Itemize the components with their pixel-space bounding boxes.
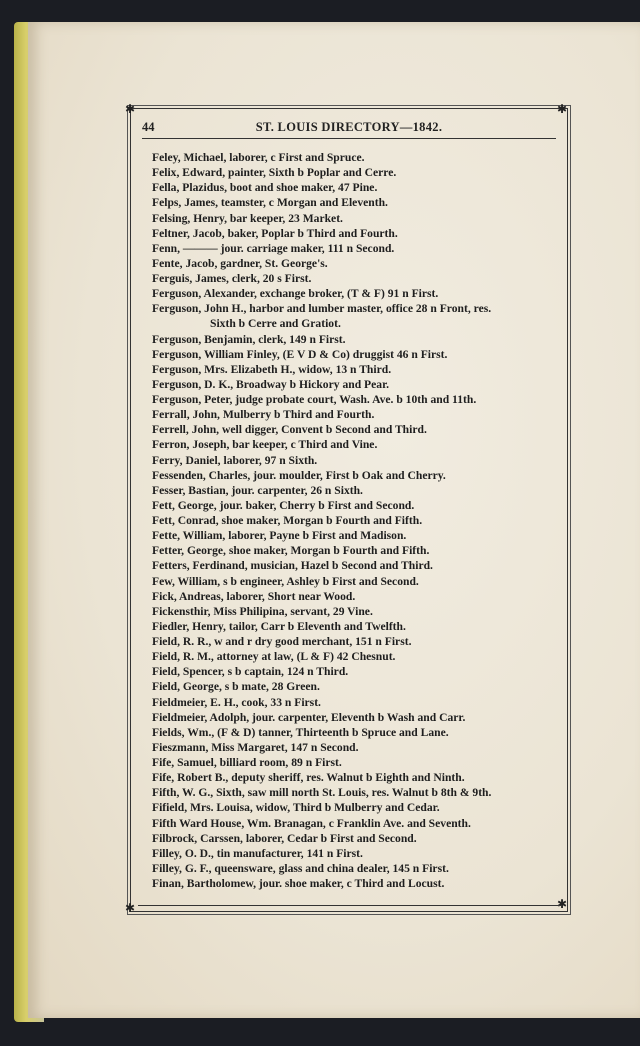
page-title: ST. LOUIS DIRECTORY—1842.	[255, 120, 443, 134]
running-header	[142, 118, 556, 139]
directory-entry: Fife, Samuel, billiard room, 89 n First.	[152, 756, 342, 769]
page-number: 44	[142, 120, 155, 134]
directory-entry: Fickensthir, Miss Philipina, servant, 29 Vine.	[152, 604, 373, 618]
corner-ornament-icon: ✱	[557, 102, 568, 116]
directory-entry: Ferguson, D. K., Broadway b Hickory and Pear.	[152, 377, 390, 391]
directory-entry: Ferguson, John H., harbor and lumber master, office 28 n Front, res.	[152, 302, 492, 316]
directory-entry: Felix, Edward, painter, Sixth b Poplar and Cerre.	[152, 166, 397, 180]
directory-entry: Filley, O. D., tin manufacturer, 141 n First.	[152, 846, 363, 860]
directory-entry: Ferguis, James, clerk, 20 s First.	[152, 272, 312, 285]
directory-entry: Ferguson, Benjamin, clerk, 149 n First.	[152, 332, 346, 346]
directory-entry: Filbrock, Carssen, laborer, Cedar b First and Second.	[152, 831, 417, 845]
directory-entry: Filley, G. F., queensware, glass and china dealer, 145 n First.	[152, 861, 449, 875]
directory-entry: Field, R. M., attorney at law, (L & F) 42 Chesnut.	[152, 650, 396, 664]
directory-entry: Fields, Wm., (F & D) tanner, Thirteenth b Spruce and Lane.	[152, 725, 449, 739]
directory-entry: Felps, James, teamster, c Morgan and Eleventh.	[152, 196, 388, 210]
corner-ornament-icon: ✱	[125, 102, 136, 116]
directory-entry: Ferguson, Peter, judge probate court, Wash. Ave. b 10th and 11th.	[152, 393, 477, 406]
directory-entry: Feley, Michael, laborer, c First and Spruce.	[152, 151, 365, 164]
directory-entry: Fette, William, laborer, Payne b First and Madison.	[152, 529, 407, 543]
directory-entry: Fieszmann, Miss Margaret, 147 n Second.	[152, 740, 359, 754]
directory-entry: Fett, Conrad, shoe maker, Morgan b Fourth and Fifth.	[152, 514, 423, 527]
directory-entry: Fiedler, Henry, tailor, Carr b Eleventh and Twelfth.	[152, 619, 406, 633]
corner-ornament-icon: ✱	[125, 901, 136, 915]
directory-entry: Sixth b Cerre and Gratiot.	[210, 317, 341, 331]
directory-entry: Ferrall, John, Mulberry b Third and Fourth.	[152, 408, 375, 422]
directory-entry: Fieldmeier, E. H., cook, 33 n First.	[152, 695, 321, 709]
directory-entry: Fett, George, jour. baker, Cherry b First and Second.	[152, 498, 415, 512]
directory-entry: Ferron, Joseph, bar keeper, c Third and Vine.	[152, 438, 378, 452]
directory-entries	[152, 150, 562, 891]
directory-entry: Fieldmeier, Adolph, jour. carpenter, Eleventh b Wash and Carr.	[152, 710, 466, 724]
directory-entry: Fesser, Bastian, jour. carpenter, 26 n Sixth.	[152, 483, 363, 497]
directory-entry: Feltner, Jacob, baker, Poplar b Third and Fourth.	[152, 226, 398, 240]
directory-entry: Fifth, W. G., Sixth, saw mill north St. Louis, res. Walnut b 8th & 9th.	[152, 786, 492, 800]
directory-entry: Field, George, s b mate, 28 Green.	[152, 680, 320, 694]
directory-entry: Ferry, Daniel, laborer, 97 n Sixth.	[152, 453, 318, 467]
directory-entry: Field, Spencer, s b captain, 124 n Third.	[152, 665, 349, 679]
directory-entry: Fick, Andreas, laborer, Short near Wood.	[152, 589, 356, 603]
directory-entry: Ferguson, Mrs. Elizabeth H., widow, 13 n Third.	[152, 362, 392, 376]
directory-entry: Field, R. R., w and r dry good merchant, 151 n First.	[152, 635, 412, 648]
directory-entry: Fifield, Mrs. Louisa, widow, Third b Mulberry and Cedar.	[152, 801, 440, 815]
directory-entry: Ferguson, William Finley, (E V D & Co) druggist 46 n First.	[152, 347, 448, 361]
directory-entry: Fetter, George, shoe maker, Morgan b Fourth and Fifth.	[152, 544, 430, 558]
directory-entry: Finan, Bartholomew, jour. shoe maker, c Third and Locust.	[152, 877, 445, 890]
directory-entry: Fella, Plazidus, boot and shoe maker, 47 Pine.	[152, 181, 378, 195]
bottom-rule	[138, 905, 562, 906]
directory-entry: Fetters, Ferdinand, musician, Hazel b Second and Third.	[152, 559, 433, 573]
directory-entry: Ferguson, Alexander, exchange broker, (T & F) 91 n First.	[152, 287, 439, 301]
directory-entry: Fife, Robert B., deputy sheriff, res. Walnut b Eighth and Ninth.	[152, 771, 465, 785]
directory-entry: Fente, Jacob, gardner, St. George's.	[152, 256, 328, 270]
directory-entry: Fifth Ward House, Wm. Branagan, c Franklin Ave. and Seventh.	[152, 816, 471, 830]
directory-entry: Few, William, s b engineer, Ashley b First and Second.	[152, 574, 419, 588]
directory-entry: Fenn, ——— jour. carriage maker, 111 n Second.	[152, 241, 395, 255]
directory-entry: Ferrell, John, well digger, Convent b Second and Third.	[152, 423, 427, 437]
directory-entry: Felsing, Henry, bar keeper, 23 Market.	[152, 211, 343, 225]
directory-entry: Fessenden, Charles, jour. moulder, First b Oak and Cherry.	[152, 468, 446, 482]
corner-ornament-icon: ✱	[557, 897, 568, 911]
